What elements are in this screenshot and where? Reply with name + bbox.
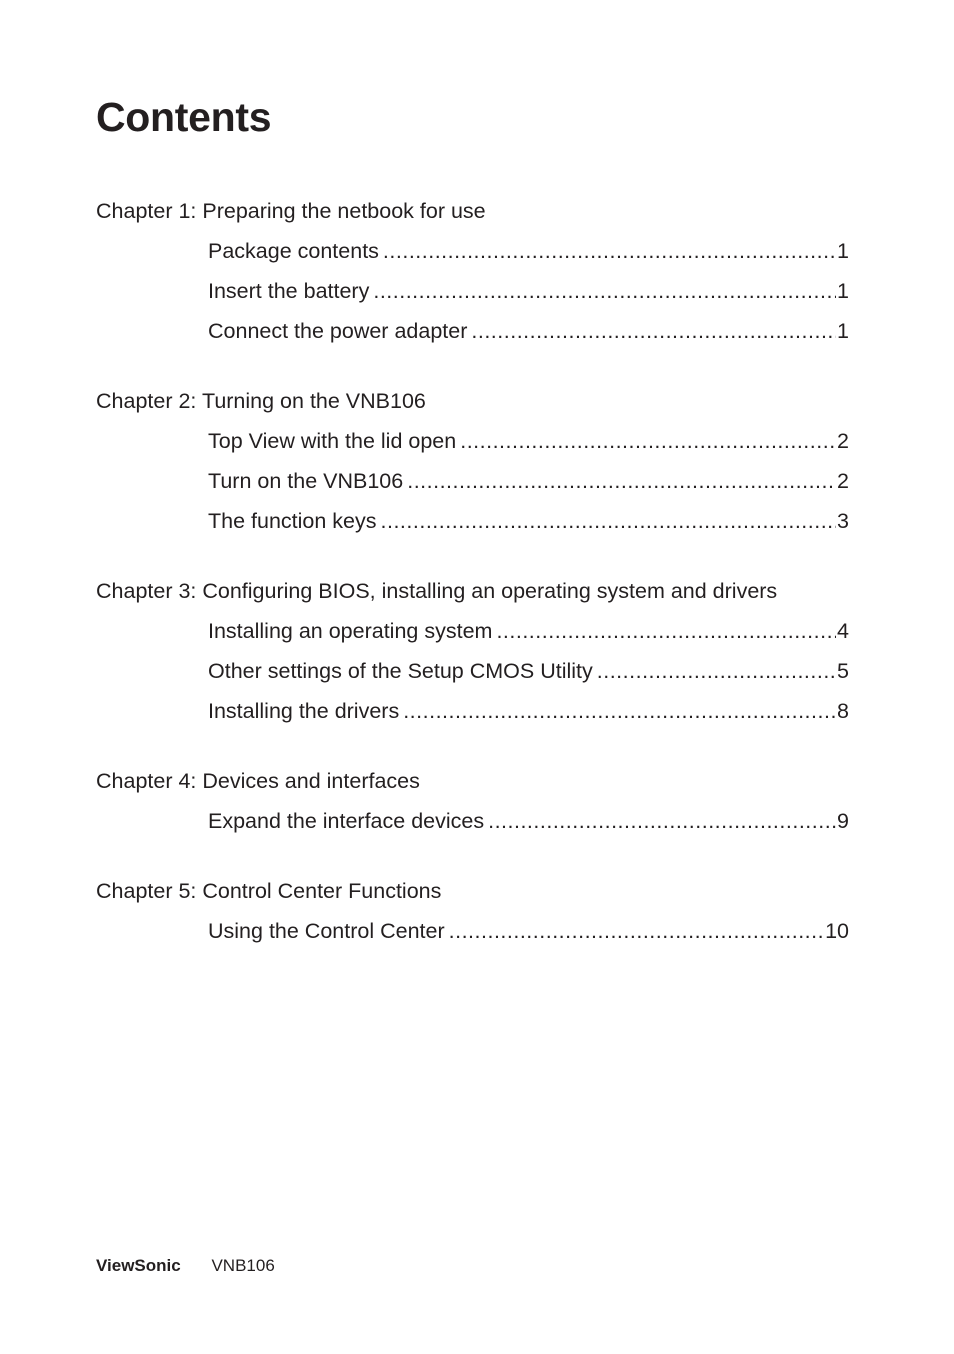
toc-entry-page: 1 (837, 279, 849, 303)
dot-leader (403, 696, 836, 726)
toc-entry-label: Expand the interface devices (208, 809, 485, 833)
toc-entry-page: 10 (825, 919, 849, 943)
chapter-heading: Chapter 5: Control Center Functions (96, 879, 442, 903)
chapter-2 (96, 386, 849, 536)
toc-entry[interactable] (208, 426, 849, 456)
toc-entry[interactable] (208, 696, 849, 726)
dot-leader (488, 806, 836, 836)
toc-entry-label: Other settings of the Setup CMOS Utility (208, 659, 593, 683)
toc-entry-label: Using the Control Center (208, 919, 445, 943)
chapter-heading: Chapter 2: Turning on the VNB106 (96, 389, 426, 413)
footer-model: VNB106 (211, 1256, 275, 1275)
dot-leader (373, 276, 836, 306)
dot-leader (407, 466, 836, 496)
dot-leader (449, 916, 824, 946)
toc-entry[interactable] (208, 276, 849, 306)
chapter-heading: Chapter 4: Devices and interfaces (96, 769, 420, 793)
toc-entry-label: Top View with the lid open (208, 429, 457, 453)
toc-entry[interactable] (208, 236, 849, 266)
toc-entry-page: 9 (837, 809, 849, 833)
chapter-4 (96, 766, 849, 836)
toc-entry-page: 8 (837, 699, 849, 723)
toc-entry-label: Installing an operating system (208, 619, 493, 643)
dot-leader (597, 656, 836, 686)
footer-brand: ViewSonic (96, 1256, 181, 1275)
dot-leader (496, 616, 836, 646)
toc-entry-label: Insert the battery (208, 279, 370, 303)
toc-entry-page: 4 (837, 619, 849, 643)
toc-entry[interactable] (208, 806, 849, 836)
page-footer (96, 1255, 275, 1277)
toc-entry-label: Installing the drivers (208, 699, 400, 723)
chapter-heading: Chapter 3: Configuring BIOS, installing an operating system and drivers (96, 579, 778, 603)
chapter-heading: Chapter 1: Preparing the netbook for use (96, 199, 486, 223)
toc-entry-label: Turn on the VNB106 (208, 469, 404, 493)
toc-entry-page: 1 (837, 319, 849, 343)
toc-entry[interactable] (208, 616, 849, 646)
table-of-contents (96, 196, 849, 986)
toc-entry-label: The function keys (208, 509, 377, 533)
toc-entry[interactable] (208, 656, 849, 686)
chapter-3 (96, 576, 849, 726)
toc-entry-page: 1 (837, 239, 849, 263)
toc-entry[interactable] (208, 466, 849, 496)
toc-entry-label: Connect the power adapter (208, 319, 468, 343)
dot-leader (460, 426, 836, 456)
toc-entry[interactable] (208, 916, 849, 946)
toc-entry-page: 2 (837, 429, 849, 453)
chapter-5 (96, 876, 849, 946)
toc-entry-page: 5 (837, 659, 849, 683)
chapter-1 (96, 196, 849, 346)
toc-entry-label: Package contents (208, 239, 379, 263)
toc-entry[interactable] (208, 506, 849, 536)
toc-entry-page: 3 (837, 509, 849, 533)
page-title: Contents (96, 94, 272, 140)
dot-leader (471, 316, 836, 346)
dot-leader (383, 236, 836, 266)
dot-leader (381, 506, 837, 536)
toc-entry-page: 2 (837, 469, 849, 493)
toc-entry[interactable] (208, 316, 849, 346)
